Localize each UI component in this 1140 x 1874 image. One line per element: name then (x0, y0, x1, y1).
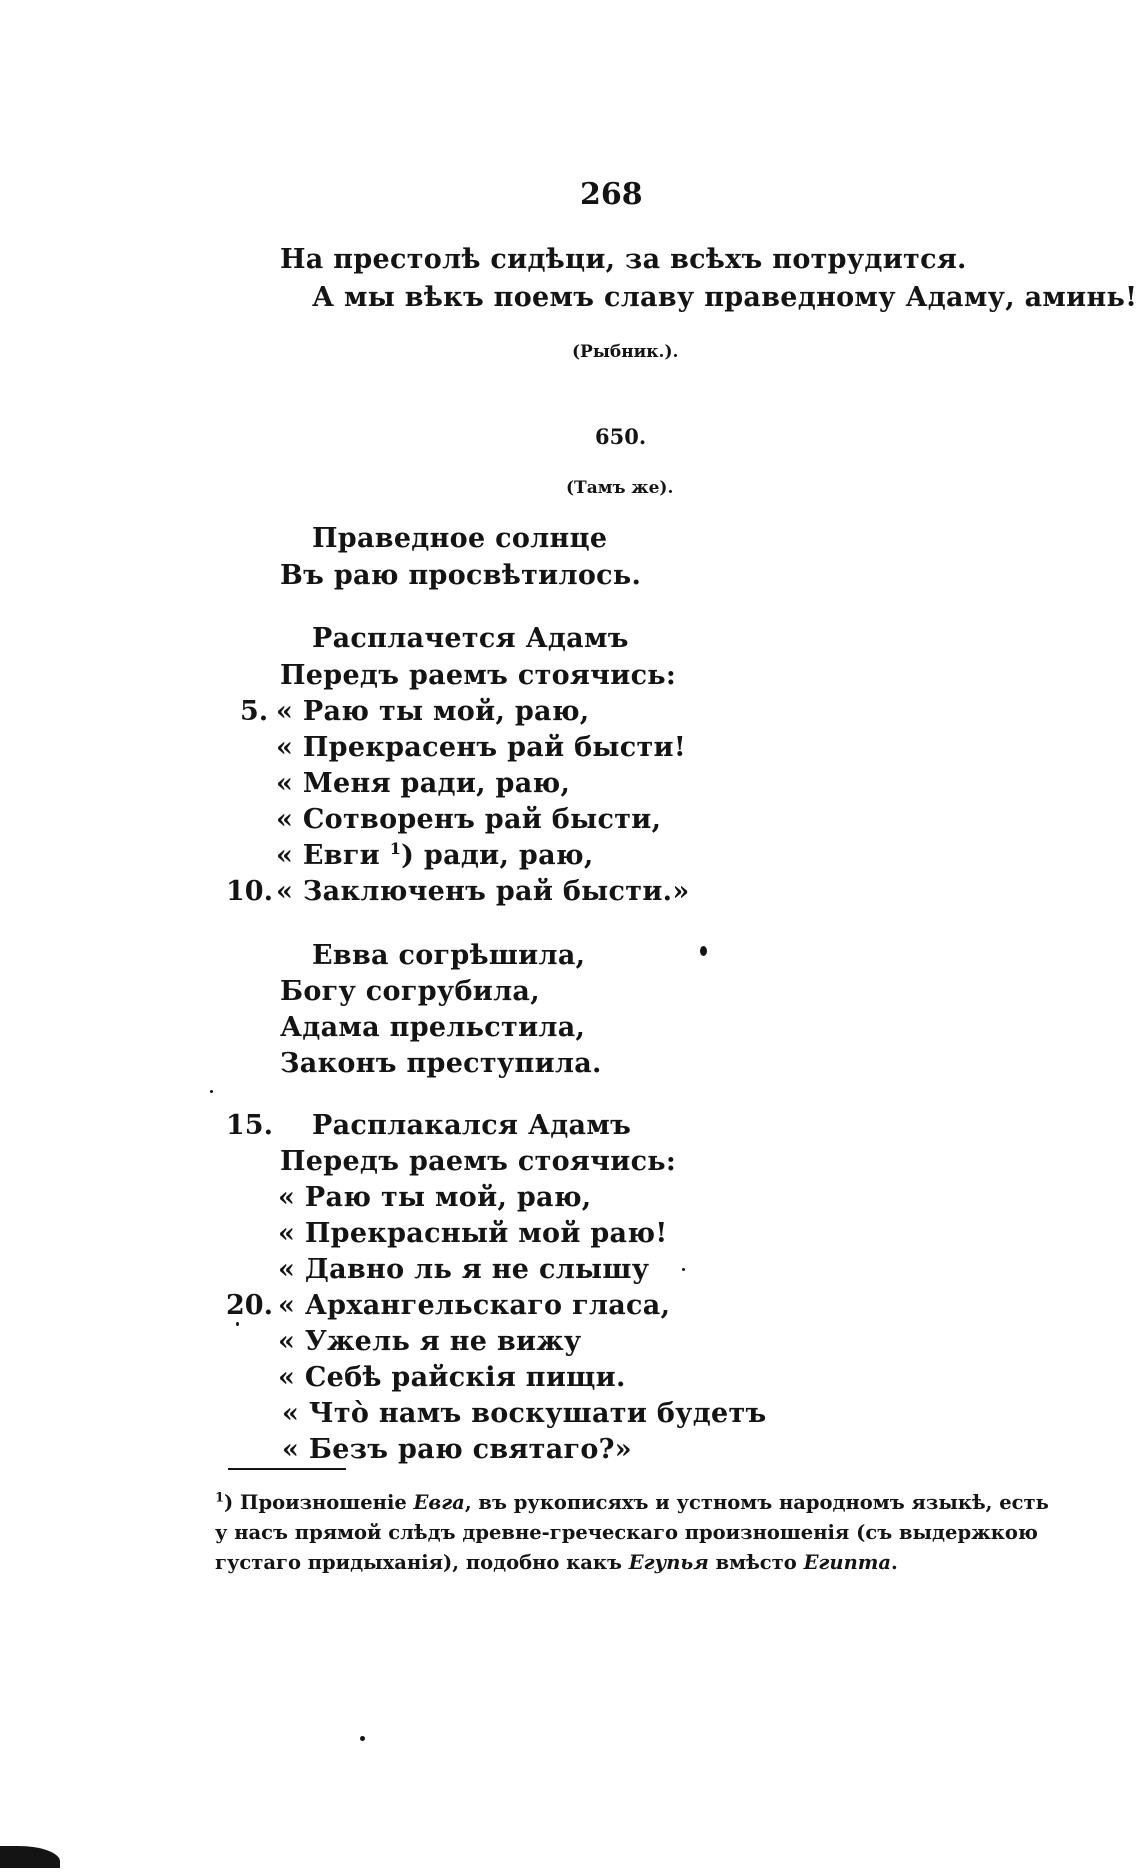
verse-line-23: « Что̀ намъ воскушати будетъ (282, 1398, 767, 1429)
verse-line-13: Адама прельстила, (280, 1012, 586, 1043)
page-number: 268 (580, 177, 643, 212)
verse-line-14: Законъ преступила. (280, 1048, 602, 1079)
line-number-15: 15. (226, 1110, 273, 1141)
verse-line-21: « Ужель я не вижу (278, 1326, 582, 1357)
source-note-2: (Тамъ же). (566, 478, 674, 498)
verse-line-18: « Прекрасный мой раю! (278, 1218, 668, 1249)
scan-edge-mark (0, 1846, 60, 1868)
header-line-1: На престолѣ сидѣци, за всѣхъ потрудится. (280, 244, 967, 275)
verse-line-4: Передъ раемъ стоячись: (280, 660, 677, 691)
verse-line-7: « Меня ради, раю, (276, 768, 571, 799)
ink-speck (700, 946, 707, 956)
verse-line-2: Въ раю просвѣтилось. (280, 560, 642, 591)
verse-line-15: Расплакался Адамъ (312, 1110, 632, 1141)
verse-line-20: « Архангельскаго гласа, (278, 1290, 671, 1321)
verse-line-3: Расплачется Адамъ (312, 623, 629, 654)
verse-line-17: « Раю ты мой, раю, (278, 1182, 592, 1213)
verse-line-1: Праведное солнце (312, 523, 608, 554)
ink-speck (210, 1090, 213, 1093)
verse-line-8: « Сотворенъ рай бысти, (276, 804, 662, 835)
verse-line-22: « Себѣ райскія пищи. (278, 1362, 626, 1393)
footnote-line-2: у насъ прямой слѣдъ древне-греческаго произношенія (съ выдержкою (215, 1521, 1038, 1544)
verse-line-9: « Евги $^1$) ради, раю, (276, 839, 594, 871)
line-number-5: 5. (240, 696, 269, 727)
footnote-marker: 1 (389, 839, 402, 858)
verse-line-12: Богу согрубила, (280, 976, 540, 1007)
verse-line-6: « Прекрасенъ рай бысти! (276, 732, 687, 763)
line-number-20: 20. (226, 1290, 273, 1321)
header-line-2: А мы вѣкъ поемъ славу праведному Адаму, аминь! (312, 282, 1138, 313)
verse-line-16: Передъ раемъ стоячись: (280, 1146, 677, 1177)
ink-speck (236, 1322, 239, 1326)
footnote-rule (228, 1468, 346, 1470)
verse-line-19: « Давно ль я не слышу (278, 1254, 650, 1285)
verse-line-11: Евва согрѣшила, (312, 940, 586, 971)
verse-line-5: « Раю ты мой, раю, (276, 696, 590, 727)
verse-line-10: « Заключенъ рай бысти.» (276, 876, 690, 907)
verse-line-24: « Безъ раю святаго?» (282, 1434, 632, 1465)
footnote-line-3: густаго придыханія), подобно какъ Егупья вмѣсто Египта. (215, 1551, 898, 1574)
footnote-line-1: $^1$) Произношеніе Евга, въ рукописяхъ и устномъ народномъ языкѣ, есть (215, 1490, 1049, 1514)
ink-speck (360, 1736, 365, 1741)
ink-speck (682, 1268, 685, 1271)
song-number: 650. (595, 424, 647, 449)
source-note-1: (Рыбник.). (572, 342, 679, 362)
line-number-10: 10. (226, 876, 273, 907)
